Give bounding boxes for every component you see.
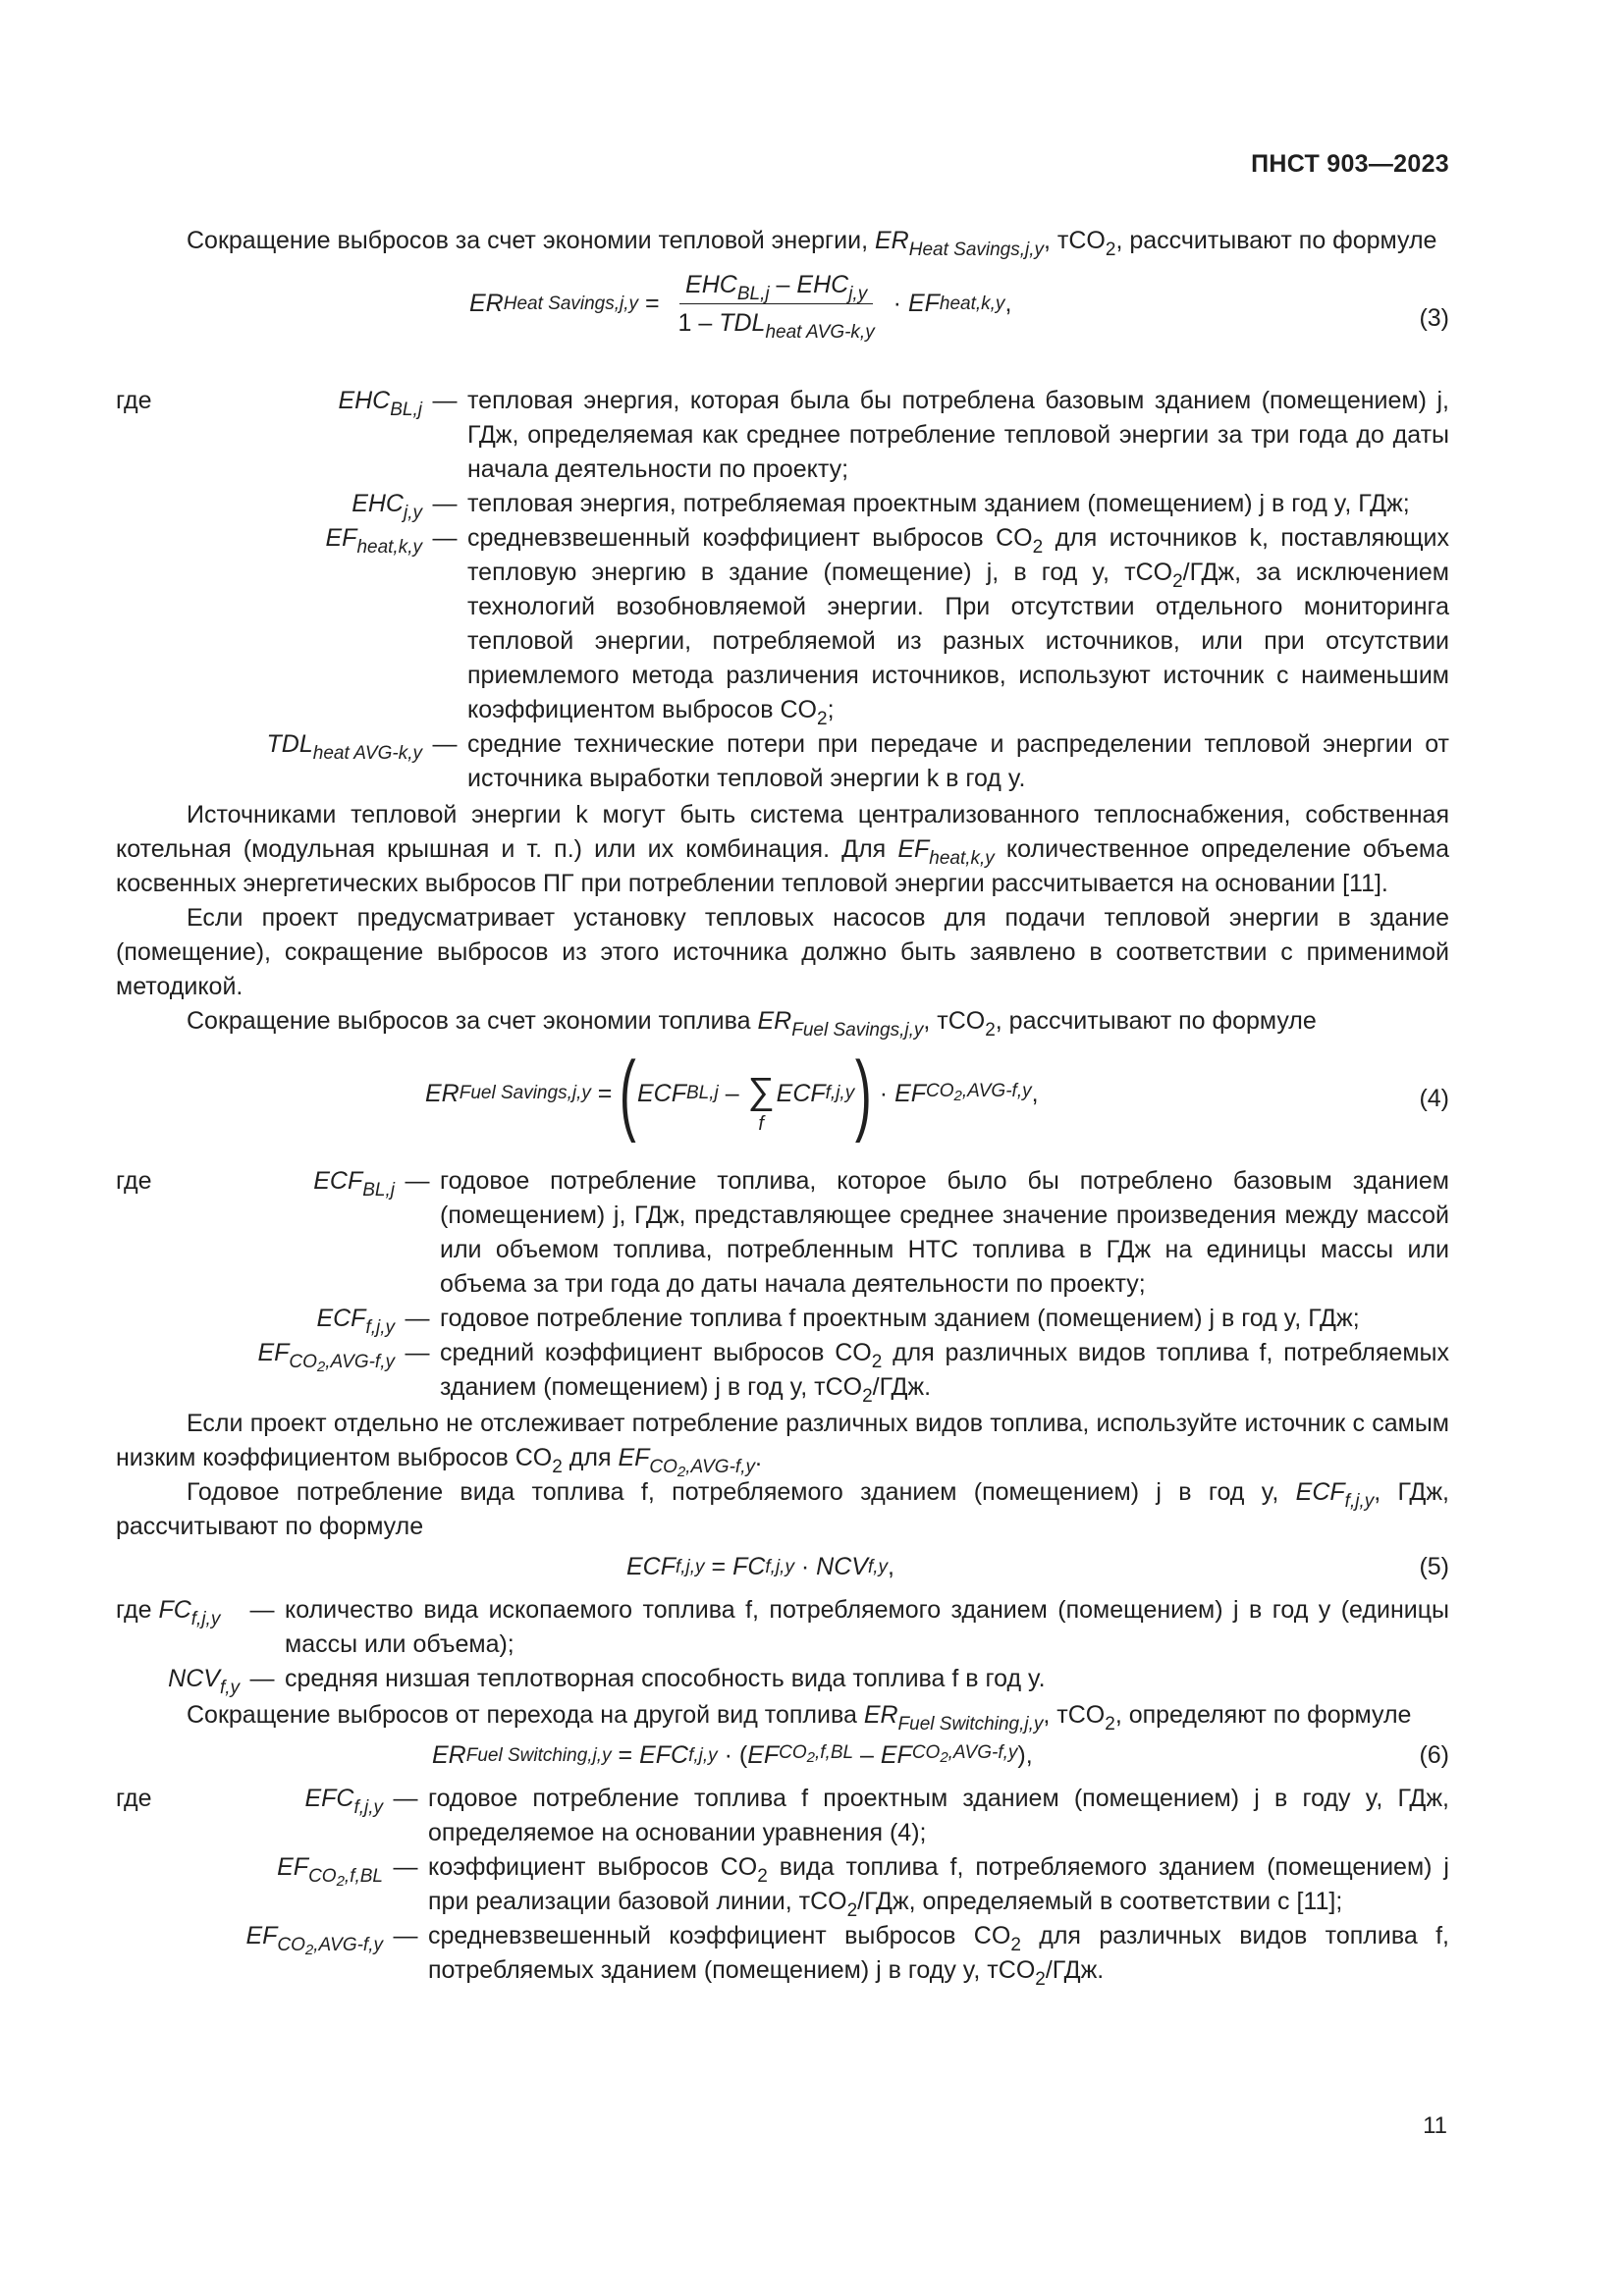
paragraph-fuel-savings-intro: Сокращение выбросов за счет экономии топлива $ER_{Fuel Savings,j,y}$, тCO$_2$, рассчитывают по формуле xyxy=(187,1007,1317,1041)
definition-row: $TDL_{heat AVG-k,y}$ — средние технические потери при передаче и распределении тепловой энергии от источника выработки тепловой энергии k в год y. xyxy=(266,730,1449,792)
definition-row: где $ECF_{BL,j}$ — годовое потребление топлива, которое было бы потреблено базовым зданием (помещением) j, ГДж, представляющее среднее значение произведения между массой или объемом топлива, потребленным НТС топлива в ГДж на единицы массы или объема за три года до даты начала деятельности по проекту; xyxy=(116,1167,1449,1298)
definition-row: $ECF_{f,j,y}$ — годовое потребление топлива f проектным зданием (помещением) j в год y, ГДж; xyxy=(316,1305,1360,1338)
paragraph-fuel-switching-intro: Сокращение выбросов от перехода на другой вид топлива $ER_{Fuel Switching,j,y}$, тCO$_2$, определяют по формуле xyxy=(187,1701,1412,1735)
formula-3-fraction: $\frac{EHC_{BL,j} - EHC_{j,y}}{1 - TDL_{heat AVG-k,y}}$ xyxy=(673,268,881,340)
formula-6-number: (6) xyxy=(1419,1741,1449,1769)
formula-5-body: ECF f,j,y = FC f,j,y · NCV f,y , xyxy=(626,1553,894,1580)
definition-row: где $EHC_{BL,j}$ — тепловая энергия, которая была бы потреблена базовым зданием (помещением) j, ГДж, определяемая как среднее потребление тепловой энергии за три года до даты начала деятельности по проекту; xyxy=(116,387,1449,483)
paragraph-heat-pumps: Если проект предусматривает установку тепловых насосов для подачи тепловой энергии в здание (помещение), сокращение выбросов из этого источника должно быть заявлено в соответствии с применимой методикой. xyxy=(116,904,1449,1000)
paragraph-fuel-tracking: Если проект отдельно не отслеживает потребление различных видов топлива, используйте источник с самым низким коэффициентом выбросов $CO_2$ для $EF_{CO_2,AVG-f,y}$. xyxy=(116,1410,1449,1480)
page-body xyxy=(116,224,1449,1990)
formula-3-number: (3) xyxy=(1419,304,1449,332)
formula-3-body: ER Heat Savings,j,y = $\frac{EHC_{BL,j} - EHC_{j,y}}{1 - TDL_{heat AVG-k,y}}$ · EF heat,k,y , xyxy=(469,268,1011,340)
definition-row: $EHC_{j,y}$ — тепловая энергия, потребляемая проектным зданием (помещением) j в год y, ГДж; xyxy=(352,490,1410,523)
paragraph-fuel-consumption-intro: Годовое потребление вида топлива f, потребляемого зданием (помещением) j в год y, $ECF_{f,j,y}$, ГДж, рассчитывают по формуле xyxy=(116,1478,1449,1540)
formula-4-body: ER Fuel Savings,j,y = ( ECF BL,j – ∑ f ECF f,j,y ) · EF $CO_2,AVG-f,y$ , xyxy=(425,1043,1039,1144)
definition-row: $EF_{heat,k,y}$ — средневзвешенный коэффициент выбросов $CO_2$ для источников k, поставляющих тепловую энергию в здание (помещение) j, в год y, тCO$_2$/ГДж, за исключением технологий возобновляемой энергии. При отсутствии отдельного мониторинга тепловой энергии, потребляемой из разных источников, или при отсутствии приемлемого метода различения источников, используют источник с наименьшим коэффициентом выбросов $CO_2$; xyxy=(325,524,1449,729)
definition-row: где $FC_{f,j,y}$ — количество вида ископаемого топлива f, потребляемого зданием (помещением) j в год y (единицы массы или объема); xyxy=(116,1596,1449,1658)
definitions-formula-4 xyxy=(116,1164,1449,1405)
definitions-formula-5 xyxy=(116,1593,1449,1696)
definition-row: $EF_{CO_2,f,BL}$ — коэффициент выбросов $CO_2$ вида топлива f, потребляемого зданием (помещением) j при реализации базовой линии, тCO$_2$/ГДж, определяемый в соответствии с [11]; xyxy=(277,1853,1449,1921)
definition-row: $EF_{CO_2,AVG-f,y}$ — средний коэффициент выбросов $CO_2$ для различных видов топлива f, потребляемых зданием (помещением) j в год y, тCO$_2$/ГДж. xyxy=(257,1339,1449,1407)
formula-6-body: ER Fuel Switching,j,y = EFC f,j,y · ( EF $CO_2,f,BL$ – EF $CO_2,AVG-f,y$ ), xyxy=(432,1741,1033,1769)
formula-5-number: (5) xyxy=(1419,1553,1449,1580)
formula-3 xyxy=(116,258,1449,382)
page-number: 11 xyxy=(1423,2112,1447,2139)
definition-row: где $EFC_{f,j,y}$ — годовое потребление топлива f проектным зданием (помещением) j в году y, ГДж, определяемое на основании уравнения (4); xyxy=(116,1785,1449,1846)
formula-4 xyxy=(116,1039,1449,1162)
formula-4-number: (4) xyxy=(1419,1085,1449,1112)
formula-6 xyxy=(116,1733,1449,1780)
standard-designation: ПНСТ 903—2023 xyxy=(1251,150,1449,178)
definitions-formula-6 xyxy=(116,1782,1449,1988)
formula-5 xyxy=(116,1544,1449,1591)
paragraph-heat-savings-intro: Сокращение выбросов за счет экономии тепловой энергии, $ER_{Heat Savings,j,y}$, тCO$_2$, рассчитывают по формуле xyxy=(187,227,1437,260)
paragraph-heat-sources: Источниками тепловой энергии k могут быть система централизованного теплоснабжения, собственная котельная (модульная крышная и т. п.) или их комбинация. Для $EF_{heat,k,y}$ количественное определение объема косвенных энергетических выбросов ПГ при потреблении тепловой энергии рассчитывается на основании [11]. xyxy=(116,801,1449,897)
definition-row: $EF_{CO_2,AVG-f,y}$ — средневзвешенный коэффициент выбросов $CO_2$ для различных видов топлива f, потребляемых зданием (помещением) j в году y, тCO$_2$/ГДж. xyxy=(245,1922,1449,1990)
definition-row: $NCV_{f,y}$ — средняя низшая теплотворная способность вида топлива f в год y. xyxy=(168,1665,1046,1698)
summation-symbol: ∑ f xyxy=(747,1071,775,1135)
definitions-formula-3 xyxy=(116,384,1449,796)
